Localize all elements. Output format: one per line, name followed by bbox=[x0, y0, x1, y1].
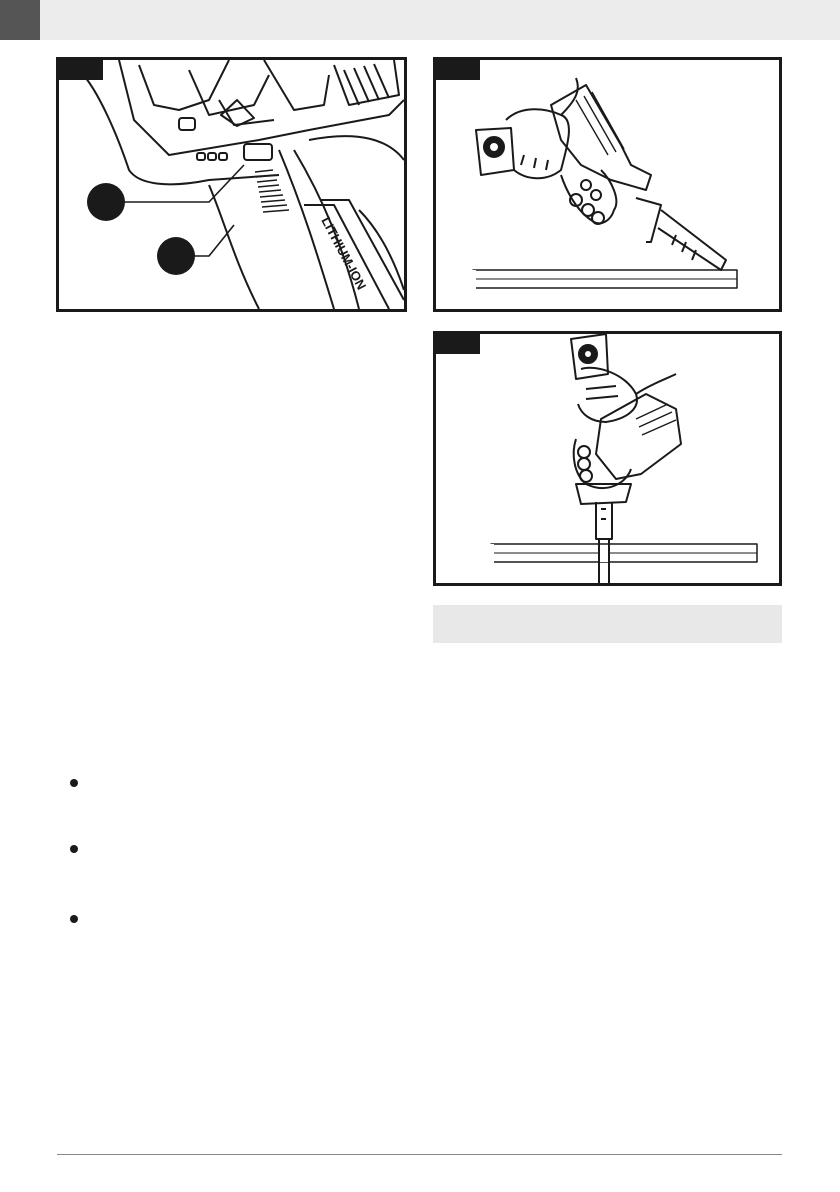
section-heading-band bbox=[433, 605, 782, 643]
chapter-tab bbox=[0, 0, 40, 40]
figure-plunge-cut bbox=[433, 331, 782, 586]
footer-rule bbox=[57, 1154, 782, 1155]
figure-horizontal-cut bbox=[433, 57, 782, 312]
plunge-cut-illustration bbox=[436, 334, 779, 583]
callout-circle-2 bbox=[157, 237, 195, 275]
callout-circle-1 bbox=[87, 183, 125, 221]
figure-tag bbox=[436, 334, 480, 354]
bullet-point bbox=[70, 779, 78, 787]
brand-text: LITHIUM-ION bbox=[318, 214, 370, 293]
figure-tag bbox=[436, 60, 480, 80]
switch-closeup-illustration bbox=[59, 60, 404, 309]
horizontal-cut-illustration bbox=[436, 60, 779, 309]
bullet-point bbox=[70, 845, 78, 853]
figure-tag bbox=[59, 60, 103, 80]
bullet-point bbox=[70, 915, 78, 923]
figure-switch-closeup bbox=[56, 57, 407, 312]
header-bar bbox=[0, 0, 840, 40]
